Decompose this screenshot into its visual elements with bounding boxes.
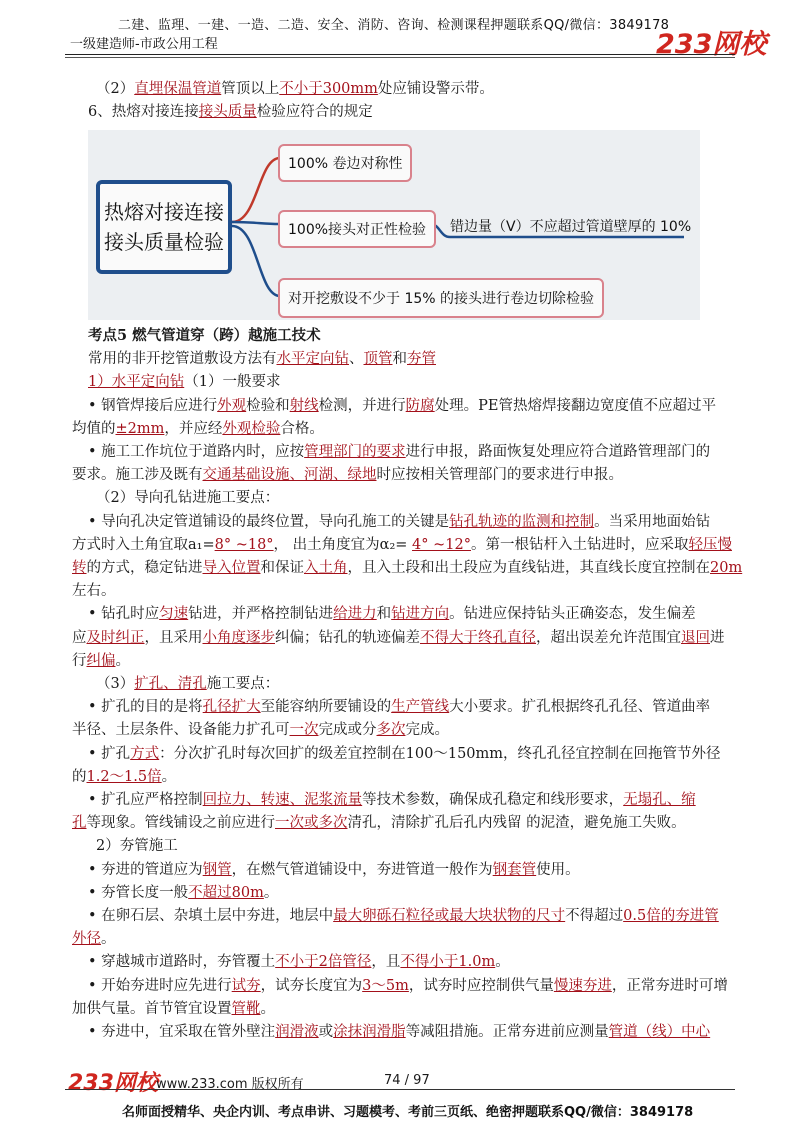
text-line bbox=[88, 324, 321, 345]
header-promo: 二建、监理、一建、一造、二造、安全、消防、咨询、检测课程押题联系QQ/微信：3849178 bbox=[118, 18, 670, 33]
text-run: 不得超过 bbox=[565, 908, 624, 924]
text-run: 处应铺设警示带。 bbox=[377, 81, 494, 97]
text-run: 要求。施工涉及既有 bbox=[72, 467, 203, 484]
text-line bbox=[96, 672, 279, 693]
text-run: ，且 bbox=[371, 954, 401, 971]
mindmap-root-line-2: 接头质量检验 bbox=[104, 230, 224, 254]
text-line bbox=[72, 626, 725, 647]
text-line bbox=[88, 950, 510, 971]
key-term: 给进力 bbox=[333, 606, 377, 623]
key-term: 纠偏 bbox=[86, 652, 116, 669]
text-run: • 钻孔时应 bbox=[88, 606, 160, 623]
text-run: ：分次扩孔时每次回扩的级差宜控制在100～150mm，终孔孔径宜控制在回拖管节外径 bbox=[159, 745, 721, 762]
text-run: 的 bbox=[72, 768, 87, 785]
text-line bbox=[72, 927, 116, 948]
text-line bbox=[72, 463, 623, 484]
text-run: • 夯管长度一般 bbox=[88, 884, 189, 901]
text-run: 检验应符合的规定 bbox=[256, 104, 373, 120]
key-term: 方式 bbox=[130, 745, 160, 762]
text-run: • 穿越城市道路时，夯管覆土 bbox=[88, 954, 276, 971]
key-term: 最大卵砾石粒径或最大块状物的尺寸 bbox=[333, 908, 566, 924]
text-run: • 夯进的管道应为 bbox=[88, 861, 203, 878]
text-run: 常用的非开挖管道敷设方法有 bbox=[88, 351, 277, 368]
key-term: 回拉力、转速、泥浆流量 bbox=[202, 792, 363, 808]
text-run: 和 bbox=[392, 351, 407, 368]
text-line bbox=[72, 533, 732, 554]
header-rule-thin bbox=[65, 57, 735, 58]
key-term: 多次 bbox=[376, 722, 406, 739]
key-term: 导入位置 bbox=[202, 560, 261, 576]
text-run: ，在燃气管道铺设中，夯进管道一般作为 bbox=[231, 861, 493, 878]
text-run: 。 bbox=[115, 652, 130, 669]
text-run: • 施工工作坑位于道路内时，应按 bbox=[88, 444, 305, 460]
key-term: 防腐 bbox=[405, 397, 435, 414]
text-run: 清孔，清除扩孔后孔内残留 的泥渣，避免施工失败。 bbox=[347, 815, 686, 832]
text-run: 至能容纳所要铺设的 bbox=[260, 699, 392, 716]
footer-logo: 233网校 bbox=[68, 1071, 158, 1096]
text-run: 。当采用地面始钻 bbox=[594, 513, 711, 530]
text-run: 处理。PE管热熔焊接翻边宽度值不应超过平 bbox=[434, 397, 717, 414]
key-term: 管理部门的要求 bbox=[304, 444, 406, 460]
mindmap-branch-alignment-note: 错边量（V）不应超过管道壁厚的 10% bbox=[450, 219, 692, 235]
key-term: 外径 bbox=[72, 931, 101, 948]
mindmap-root bbox=[96, 180, 232, 274]
key-term: 钢管 bbox=[202, 861, 232, 878]
key-term: 20m bbox=[710, 560, 743, 576]
key-term: 4° ~12° bbox=[412, 536, 471, 553]
key-term: 转 bbox=[72, 560, 87, 576]
key-term: 钻孔轨迹的监测和控制 bbox=[449, 513, 595, 530]
key-term: 外观 bbox=[217, 397, 247, 414]
key-term: 不小于300mm bbox=[279, 81, 378, 97]
text-run: 、 bbox=[349, 351, 364, 368]
text-run: ，试夯长度宜为 bbox=[260, 977, 363, 994]
233-logo: 233网校 bbox=[656, 29, 767, 60]
key-term: 直埋保温管道 bbox=[134, 81, 222, 97]
key-term: 交通基础设施、河湖、绿地 bbox=[202, 467, 377, 484]
mindmap-branch-cut-inspection: 对开挖敷设不少于 15% 的接头进行卷边切除检验 bbox=[278, 278, 604, 318]
key-term: 试夯 bbox=[231, 977, 261, 994]
text-line bbox=[88, 347, 436, 368]
text-run: 均值的 bbox=[72, 420, 116, 437]
text-run: 方式时入土角宜取a₁= bbox=[72, 536, 215, 553]
key-term: 1.2～1.5倍 bbox=[86, 768, 162, 785]
text-run: ，并应经 bbox=[164, 420, 223, 437]
text-run: • 导向孔决定管道铺设的最终位置，导向孔施工的关键是 bbox=[88, 513, 450, 530]
page-number: 74 / 97 bbox=[384, 1073, 430, 1088]
text-line bbox=[88, 974, 728, 995]
key-term: 水平定向钻 bbox=[276, 351, 349, 368]
key-term: 及时纠正 bbox=[86, 629, 145, 646]
key-term: 不超过80m bbox=[188, 884, 264, 901]
footer-copyright: www.233.com 版权所有 bbox=[156, 1077, 304, 1092]
text-line bbox=[88, 881, 278, 902]
text-line bbox=[88, 1020, 710, 1041]
key-term: 外观检验 bbox=[222, 420, 281, 437]
text-run: • 开始夯进时应先进行 bbox=[88, 977, 232, 994]
key-term: 8° ~18° bbox=[214, 536, 274, 553]
text-line bbox=[72, 649, 130, 670]
key-term: 钢套管 bbox=[492, 861, 537, 878]
text-run: 行 bbox=[72, 652, 87, 669]
text-run: 大小要求。扩孔根据终孔孔径、管道曲率 bbox=[449, 699, 711, 716]
key-term: 无塌孔、缩 bbox=[623, 792, 696, 808]
key-term: 生产管线 bbox=[391, 699, 450, 716]
text-line bbox=[72, 579, 116, 600]
header-rule bbox=[65, 54, 735, 55]
text-run: 。 bbox=[101, 931, 116, 948]
text-line bbox=[88, 510, 710, 531]
text-run: 等减阻措施。正常夯进前应测量 bbox=[405, 1024, 609, 1040]
text-run: 时应按相关管理部门的要求进行申报。 bbox=[376, 467, 623, 484]
text-run: 考点5 燃气管道穿（跨）越施工技术 bbox=[88, 327, 321, 344]
text-run: 进 bbox=[710, 629, 725, 646]
text-run: 和 bbox=[376, 606, 392, 623]
text-run: 6、热熔对接连接 bbox=[88, 104, 199, 120]
text-run: • 夯进中，宜采取在管外壁注 bbox=[88, 1024, 276, 1040]
text-run: 纠偏；钻孔的轨迹偏差 bbox=[275, 629, 420, 646]
footer-promo: 名师面授精华、央企内训、考点串讲、习题模考、考前三页纸、绝密押题联系QQ/微信：3849178 bbox=[122, 1105, 694, 1120]
text-line bbox=[96, 77, 494, 98]
text-run: 等现象。管线铺设之前应进行 bbox=[86, 815, 275, 832]
text-run: （1）一般要求 bbox=[184, 374, 281, 391]
text-run: 的方式，稳定钻进 bbox=[86, 560, 203, 576]
text-run: 使用。 bbox=[536, 861, 580, 878]
text-line bbox=[96, 834, 178, 855]
text-run: 。 bbox=[161, 768, 177, 785]
text-run: 半径、土层条件、设备能力扩孔可 bbox=[72, 722, 290, 739]
text-run: 。钻进应保持钻头正确姿态，发生偏差 bbox=[449, 606, 696, 623]
text-line bbox=[72, 556, 742, 577]
text-line bbox=[88, 370, 280, 391]
text-line bbox=[72, 765, 176, 786]
header-subtitle: 一级建造师-市政公用工程 bbox=[70, 37, 218, 52]
text-run: 完成。 bbox=[405, 722, 449, 739]
key-term: 3～5m bbox=[362, 977, 409, 994]
text-line bbox=[88, 788, 696, 809]
key-term: 不小于2倍管径 bbox=[275, 954, 372, 971]
text-run: ，试夯时应控制供气量 bbox=[408, 977, 554, 994]
text-run: 。 bbox=[263, 884, 279, 901]
mindmap-root-line-1: 热熔对接连接 bbox=[104, 200, 224, 224]
text-run: 进行申报，路面恢复处理应符合道路管理部门的 bbox=[405, 444, 711, 460]
text-line bbox=[88, 100, 373, 121]
text-run: （2） bbox=[96, 81, 135, 97]
text-line bbox=[88, 394, 716, 415]
text-run: 钻进，并严格控制钻进 bbox=[188, 606, 334, 623]
key-term: 不得大于终孔直径 bbox=[420, 629, 536, 646]
text-line bbox=[88, 904, 719, 925]
mindmap-branch-alignment: 100%接头对正性检验 bbox=[278, 210, 436, 248]
text-run: 。 bbox=[260, 1000, 275, 1017]
text-run: 完成或分 bbox=[318, 722, 377, 739]
key-term: 射线 bbox=[289, 397, 319, 414]
text-line bbox=[88, 742, 721, 763]
text-run: ，正常夯进时可增 bbox=[611, 977, 728, 994]
text-run: 施工要点： bbox=[206, 676, 280, 692]
key-term: 入土角 bbox=[304, 560, 348, 576]
text-run: 合格。 bbox=[280, 420, 324, 437]
text-run: 。第一根钻杆入土钻进时，应采取 bbox=[470, 536, 689, 553]
key-term: 孔径扩大 bbox=[202, 699, 261, 716]
mindmap bbox=[88, 130, 700, 320]
text-line bbox=[88, 602, 696, 623]
key-term: 润滑液 bbox=[275, 1024, 319, 1040]
key-term: 一次或多次 bbox=[275, 815, 348, 832]
text-run: （3） bbox=[96, 676, 135, 692]
mindmap-branch-symmetry: 100% 卷边对称性 bbox=[278, 144, 412, 182]
text-run: 2）夯管施工 bbox=[96, 838, 178, 855]
text-run: • 在卵石层、杂填土层中夯进，地层中 bbox=[88, 908, 334, 924]
text-run: • 扩孔的目的是将 bbox=[88, 699, 203, 716]
page-header bbox=[0, 0, 800, 60]
key-term: 匀速 bbox=[159, 606, 189, 623]
text-line bbox=[72, 811, 686, 832]
text-run: • 钢管焊接后应进行 bbox=[88, 397, 218, 414]
key-term: 夯管 bbox=[407, 351, 436, 368]
key-term: ±2mm bbox=[115, 420, 165, 437]
key-term: 0.5倍的夯进管 bbox=[623, 908, 719, 924]
text-run: 应 bbox=[72, 629, 87, 646]
key-term: 扩孔、清孔 bbox=[134, 676, 207, 692]
text-run: 或 bbox=[318, 1024, 334, 1040]
text-run: 左右。 bbox=[72, 583, 116, 600]
text-run: 加供气量。首节管宜设置 bbox=[72, 1000, 232, 1017]
text-line bbox=[96, 486, 279, 507]
key-term: 接头质量 bbox=[198, 104, 257, 120]
key-term: 慢速夯进 bbox=[553, 977, 612, 994]
text-run: ，超出误差允许范围宜 bbox=[536, 629, 681, 646]
text-run: 检验和 bbox=[246, 397, 290, 414]
key-term: 孔 bbox=[72, 815, 87, 832]
text-line bbox=[88, 858, 580, 879]
text-line bbox=[72, 997, 275, 1018]
key-term: 管靴 bbox=[231, 1000, 261, 1017]
text-run: • 扩孔应严格控制 bbox=[88, 792, 203, 808]
text-run: 检测，并进行 bbox=[318, 397, 406, 414]
text-run: ， 出土角度宜为α₂= bbox=[273, 536, 413, 553]
key-term: 顶管 bbox=[363, 351, 393, 368]
text-line bbox=[72, 718, 449, 739]
text-run: 等技术参数，确保成孔稳定和线形要求， bbox=[362, 792, 624, 808]
key-term: 不得小于1.0m bbox=[400, 954, 496, 971]
key-term: 一次 bbox=[289, 722, 319, 739]
footer-rule bbox=[65, 1089, 735, 1090]
text-run: 管顶以上 bbox=[221, 81, 280, 97]
key-term: 小角度逐步 bbox=[202, 629, 275, 646]
key-term: 钻进方向 bbox=[391, 606, 450, 623]
key-term: 管道（线）中心 bbox=[608, 1024, 711, 1040]
text-run: （2）导向孔钻进施工要点： bbox=[96, 490, 280, 507]
key-term: 涂抹润滑脂 bbox=[333, 1024, 406, 1040]
key-term: 轻压慢 bbox=[688, 536, 732, 553]
text-run: • 扩孔 bbox=[88, 745, 131, 762]
text-run: 和保证 bbox=[260, 560, 304, 576]
text-line bbox=[72, 417, 324, 438]
text-line bbox=[88, 695, 710, 716]
key-term: 1）水平定向钻 bbox=[88, 374, 185, 391]
text-line bbox=[88, 440, 710, 461]
text-run: ，且采用 bbox=[144, 629, 203, 646]
text-run: 。 bbox=[495, 954, 510, 971]
text-run: ，且入土段和出土段应为直线钻进，其直线长度宜控制在 bbox=[347, 560, 710, 576]
key-term: 退回 bbox=[681, 629, 710, 646]
